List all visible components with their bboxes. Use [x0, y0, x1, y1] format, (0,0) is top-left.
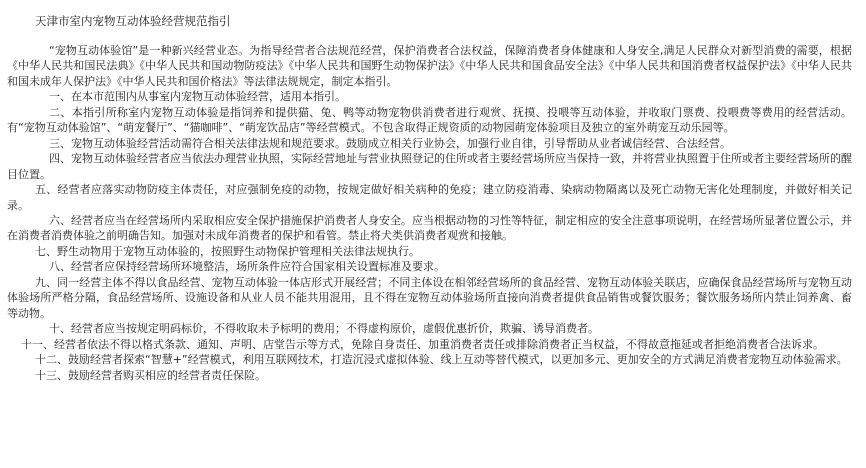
article-6: 六、经营者应当在经营场所内采取相应安全保护措施保护消费者人身安全。应当根据动物的习性等特征，制定相应的安全注意事项说明，在经营场所显著位置公示，并在消费者消费体验之前明确告知。加强对未成年消费者的保护和看管。禁止将犬类供消费者观赏和接触。	[7, 213, 852, 243]
article-10: 十、经营者应当按规定明码标价，不得收取未予标明的费用；不得虚构原价，虚假优惠折价，欺骗、诱导消费者。	[49, 322, 599, 336]
article-8: 八、经营者应保持经营场所环境整洁，场所条件应符合国家相关设置标准及要求。	[49, 260, 445, 274]
article-2: 二、本指引所称室内宠物互动体验是指饲养和提供猫、兔、鸭等动物宠物供消费者进行观赏、抚摸、投喂等互动体验，并收取门票费、投喂费等费用的经营活动。有“宠物互动体验馆”、“萌宠餐厅”、“猫咖啡”、“萌宠饮品店”等经营模式。不包含取得正规资质的动物园萌宠体验项目及独立的室外萌宠互动乐园等。	[7, 105, 852, 135]
article-12: 十二、鼓励经营者探索“智慧+”经营模式，利用互联网技术，打造沉浸式虚拟体验、线上互动等替代模式，以更加多元、更加安全的方式满足消费者宠物互动体验需求。	[35, 353, 848, 367]
article-11: 十一、经营者依法不得以格式条款、通知、声明、店堂告示等方式，免除自身责任、加重消费者责任或排除消费者正当权益，不得故意拖延或者拒绝消费者合法诉求。	[21, 337, 824, 351]
intro-paragraph: “宠物互动体验馆”是一种新兴经营业态。为指导经营者合法规范经营，保护消费者合法权益，保障消费者身体健康和人身安全,满足人民群众对新型消费的需要，根据《中华人民共和国民法典》《中华人民共和国动物防疫法》《中华人民共和国野生动物保护法》《中华人民共和国食品安全法》《中华人民共和国消费者权益保护法》《中华人民共和国未成年人保护法》《中华人民共和国价格法》等法律法规规定，制定本指引。	[7, 44, 852, 88]
article-9: 九、同一经营主体不得以食品经营、宠物互动体验一体店形式开展经营；不同主体设在相邻经营场所的食品经营、宠物互动体验关联店，应确保食品经营场所与宠物互动体验场所严格分隔，食品经营场所、设施设备和从业人员不能共用混用，且不得在宠物互动体验场所直接向消费者提供食品销售或餐饮服务；餐饮服务场所内禁止饲养禽、畜等动物。	[7, 275, 852, 320]
article-3: 三、宠物互动体验经营活动需符合相关法律法规和规范要求。鼓励成立相关行业协会，加强行业自律，引导帮助从业者诚信经营、合法经营。	[49, 136, 731, 150]
article-7: 七、野生动物用于宠物互动体验的，按照野生动物保护管理相关法律法规执行。	[35, 244, 420, 258]
article-1: 一、在本市范围内从事室内宠物互动体验经营，适用本指引。	[49, 90, 346, 104]
document-title: 天津市室内宠物互动体验经营规范指引	[35, 14, 231, 28]
article-5: 五、经营者应落实动物防疫主体责任，对应强制免疫的动物，按规定做好相关病种的免疫；建立防疫消毒、染病动物隔离以及死亡动物无害化处理制度，并做好相关记录。	[7, 183, 852, 212]
article-4: 四、宠物互动体验经营者应当依法办理营业执照，实际经营地址与营业执照登记的住所或者主要经营场所应当保持一致，并将营业执照置于住所或者主要经营场所的醒目位置。	[7, 152, 852, 181]
article-13: 十三、鼓励经营者购买相应的经营者责任保险。	[35, 368, 266, 382]
document-body	[7, 43, 852, 383]
